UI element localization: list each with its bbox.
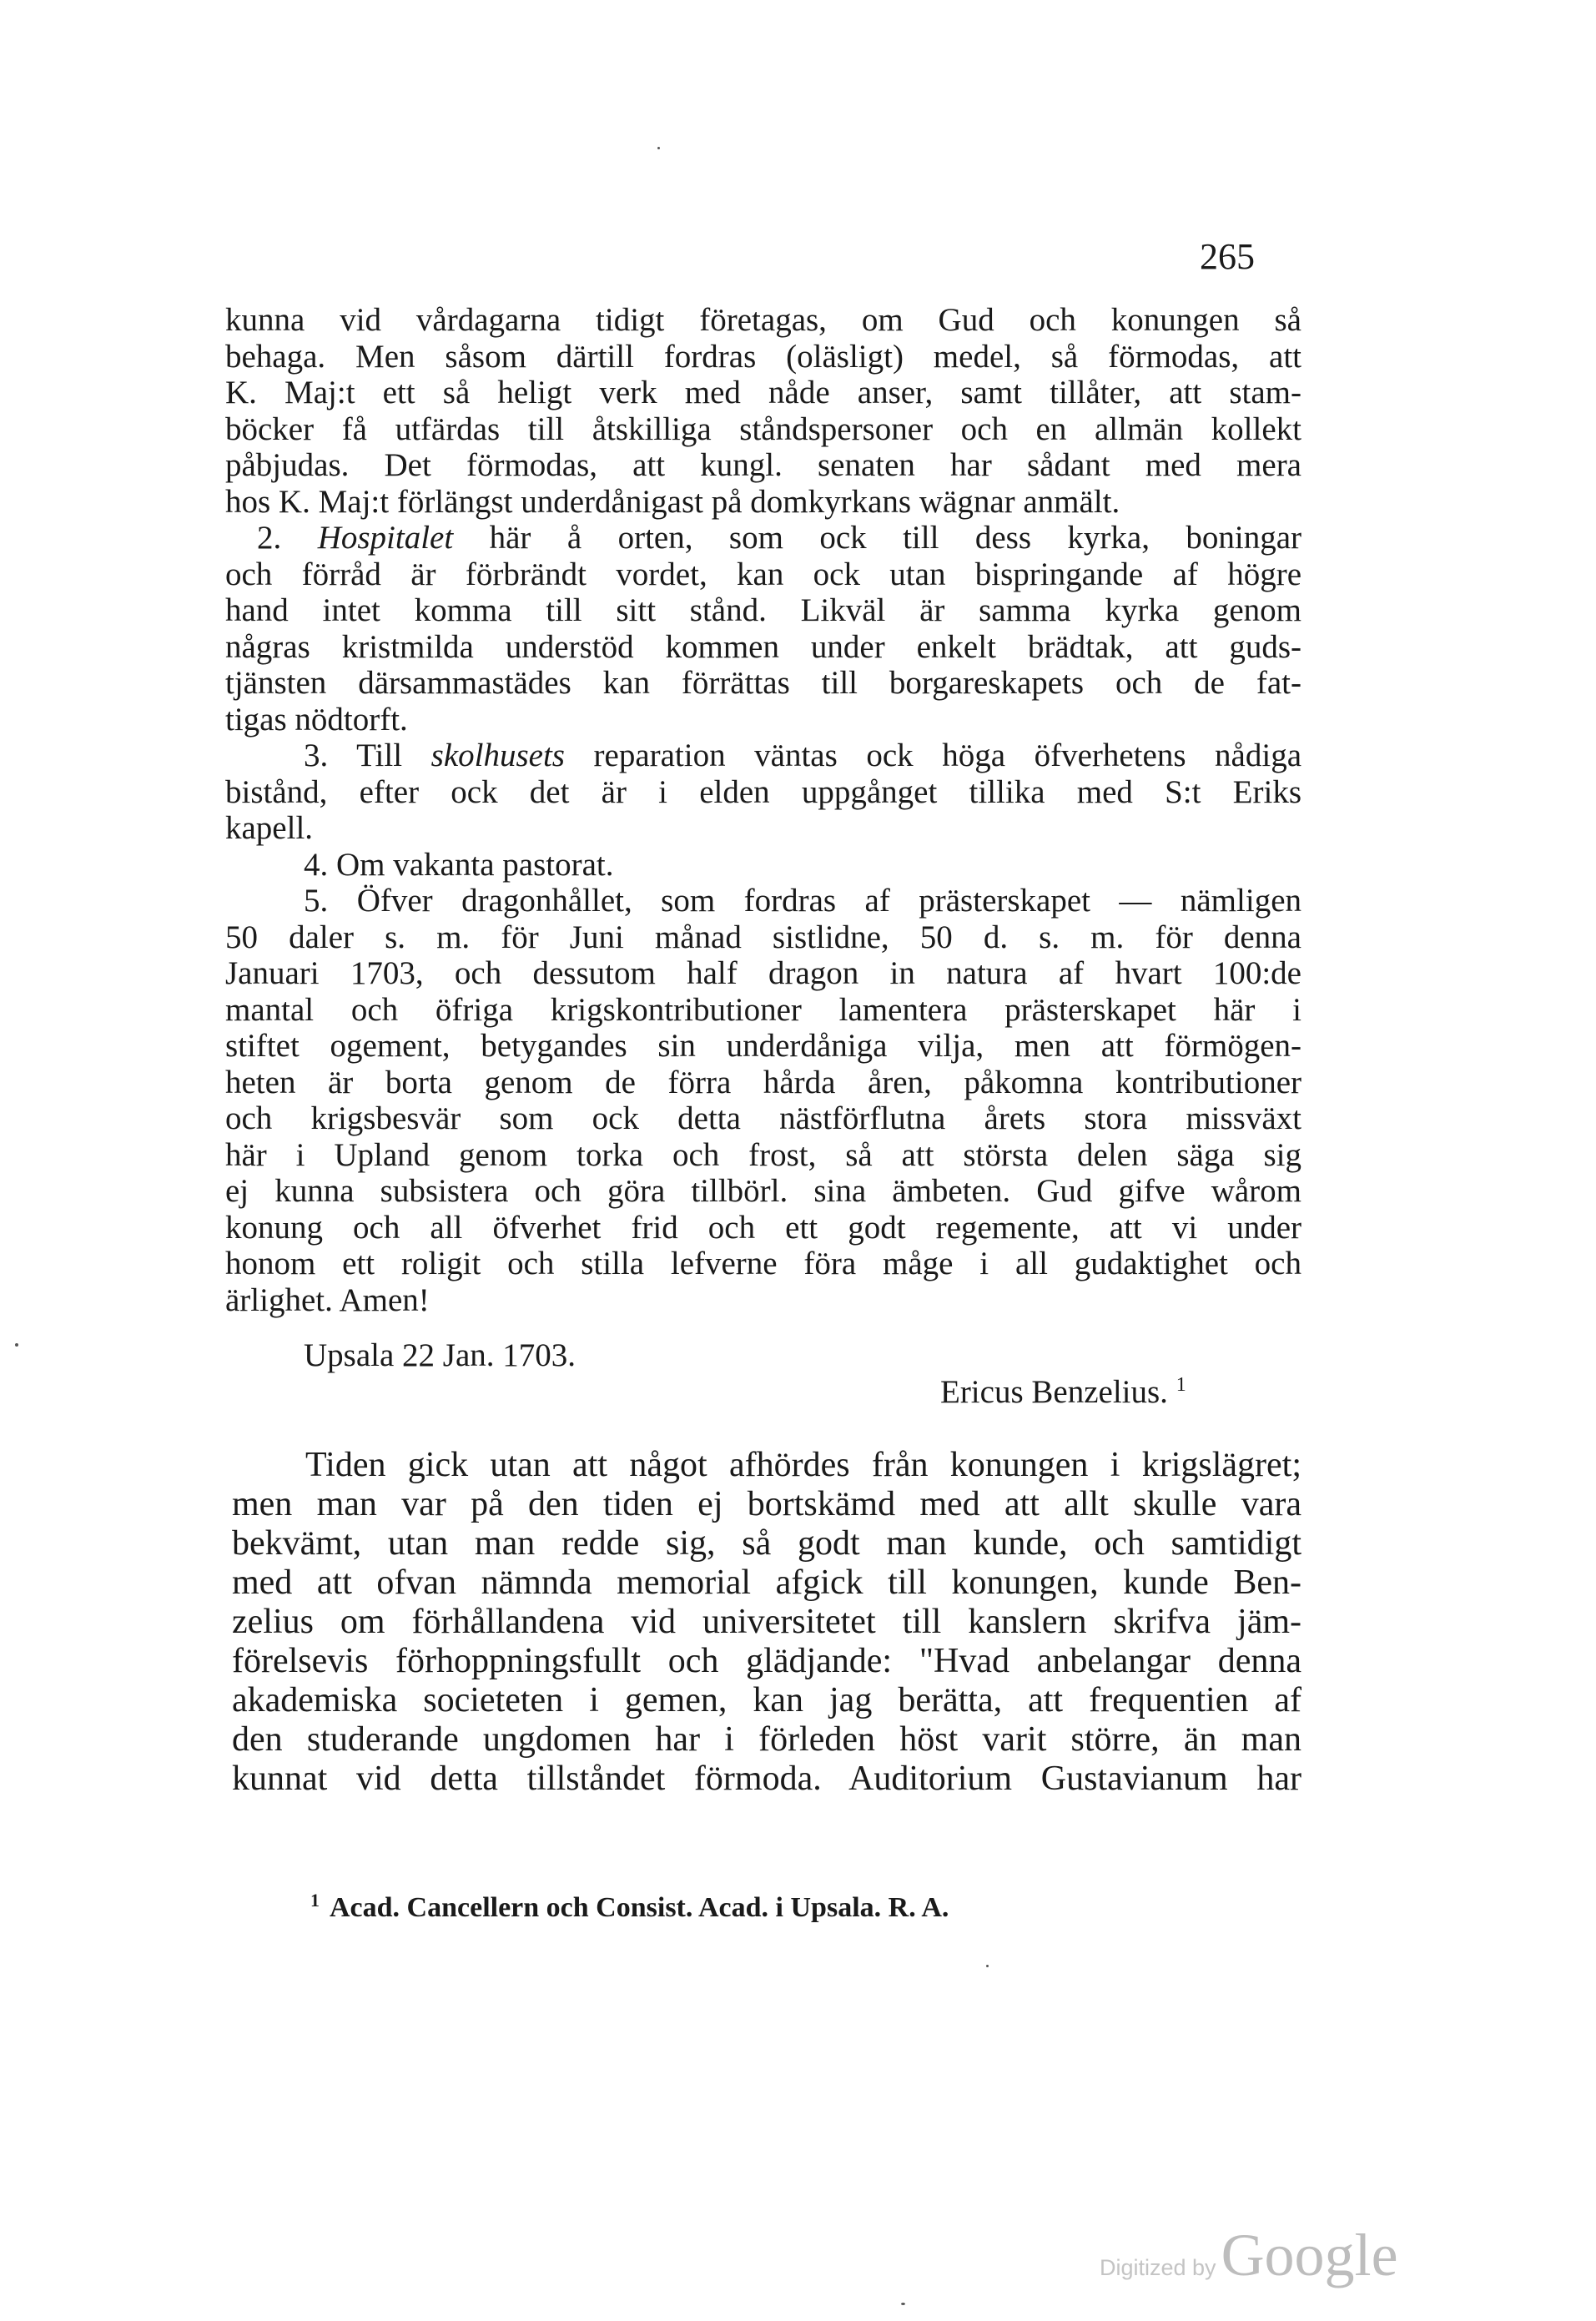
text-line: 50 daler s. m. för Juni månad sistlidne, 50 d. s. m. för denna: [225, 919, 1301, 955]
page-number: 265: [1200, 236, 1255, 277]
text-line: zelius om förhållandena vid universitetet till kanslern skrifva jäm-: [232, 1603, 1301, 1641]
text-line: ej kunna subsistera och göra tillbörl. sina ämbeten. Gud gifve wårom: [225, 1173, 1301, 1209]
text-line: någras kristmilda understöd kommen under enkelt brädtak, att guds-: [225, 628, 1301, 665]
item-3-first-line: [225, 738, 1301, 774]
text-line: Tiden gick utan att något afhördes från konungen i krigslägret;: [305, 1446, 1301, 1484]
signature-name: Ericus Benzelius.: [940, 1374, 1168, 1410]
text-line: och förråd är förbrändt vordet, kan ock utan bispringande af högre: [225, 556, 1301, 592]
narrative-text: [232, 1446, 1301, 1799]
text-line: böcker få utfärdas till åtskilliga ståndspersoner och en allmän kollekt: [225, 410, 1301, 447]
item-2-first-line: [225, 520, 1301, 556]
text-line: tigas nödtorft.: [225, 701, 408, 738]
text-line: förelsevis förhoppningsfullt och glädjande: "Hvad anbelangar denna: [232, 1642, 1301, 1680]
text-line: heten är borta genom de förra hårda åren, påkomna kontributioner: [225, 1064, 1301, 1100]
text-line: mantal och öfriga krigskontributioner lamentera prästerskapet här i: [225, 991, 1301, 1028]
text-line: ärlighet. Amen!: [225, 1281, 430, 1318]
scan-speck: [657, 147, 660, 149]
text-line: konung och all öfverhet frid och ett godt regemente, att vi under: [225, 1209, 1301, 1246]
text-line: hand intet komma till sitt stånd. Likväl är samma kyrka genom: [225, 592, 1301, 628]
item-2-rest: här å orten, som ock till dess kyrka, boningar: [489, 520, 1302, 556]
letter-text: [225, 302, 1301, 1318]
footnote: [310, 1889, 949, 1924]
text-line: kunnat vid detta tillståndet förmoda. Auditorium Gustavianum har: [232, 1760, 1301, 1798]
text-line: påbjudas. Det förmodas, att kungl. senaten har sådant med mera: [225, 447, 1301, 483]
watermark: [1100, 2221, 1398, 2290]
text-line: här i Upland genom torka och frost, så att största delen säga sig: [225, 1136, 1301, 1173]
text-line: behaga. Men såsom därtill fordras (oläsligt) medel, så förmodas, att: [225, 338, 1301, 375]
scan-speck: [986, 1965, 989, 1967]
text-line: bekvämt, utan man redde sig, så godt man kunde, och samtidigt: [232, 1524, 1301, 1563]
text-line: kunna vid vårdagarna tidigt företagas, om Gud och konungen så: [225, 302, 1301, 338]
text-line: bistånd, efter ock det är i elden uppgånget tillika med S:t Eriks: [225, 773, 1301, 810]
letter-date: Upsala 22 Jan. 1703.: [304, 1337, 576, 1373]
item-3-rest: reparation väntas ock höga öfverhetens nådiga: [593, 738, 1302, 773]
item-4: 4. Om vakanta pastorat.: [304, 846, 614, 883]
item-5-first-line: 5. Öfver dragonhållet, som fordras af prästerskapet — nämligen: [304, 883, 1301, 919]
text-line: honom ett roligit och stilla lefverne föra måge i all gudaktighet och: [225, 1246, 1301, 1281]
signature: [940, 1373, 1186, 1411]
text-line: med att ofvan nämnda memorial afgick till konungen, kunde Ben-: [232, 1563, 1301, 1602]
text-line: kapell.: [225, 810, 314, 846]
footnote-ref: 1: [1176, 1374, 1186, 1396]
text-line: den studerande ungdomen har i förleden höst varit större, än man: [232, 1720, 1301, 1759]
footnote-text: Acad. Cancellern och Consist. Acad. i Upsala. R. A.: [330, 1892, 949, 1923]
item-2-number: 2.: [257, 520, 282, 556]
google-logo: Google: [1221, 2222, 1398, 2288]
text-line: Januari 1703, och dessutom half dragon in natura af hvart 100:de: [225, 955, 1301, 991]
scan-speck: [15, 1343, 18, 1347]
text-line: K. Maj:t ett så heligt verk med nåde anser, samt tillåter, att stam-: [225, 375, 1301, 410]
text-line: hos K. Maj:t förlängst underdånigast på domkyrkans wägnar anmält.: [225, 483, 1120, 520]
text-line: men man var på den tiden ej bortskämd med att allt skulle vara: [232, 1485, 1301, 1523]
watermark-prefix: Digitized by: [1100, 2255, 1216, 2280]
item-3-number: 3.: [304, 738, 329, 773]
text-line: och krigsbesvär som ock detta nästförflutna årets stora missväxt: [225, 1100, 1301, 1136]
text-line: tjänsten därsammastädes kan förrättas till borgareskapets och de fat-: [225, 665, 1301, 701]
text-line: akademiska societeten i gemen, kan jag berätta, att frequentien af: [232, 1681, 1301, 1719]
item-3-italic-word: skolhusets: [430, 738, 565, 773]
text-line: stiftet ogement, betygandes sin underdåniga vilja, men att förmögen-: [225, 1028, 1301, 1064]
item-3-before: Till: [356, 738, 403, 773]
item-2-italic-word: Hospitalet: [317, 520, 454, 556]
scan-speck: [901, 2303, 905, 2305]
footnote-marker: 1: [310, 1889, 320, 1911]
